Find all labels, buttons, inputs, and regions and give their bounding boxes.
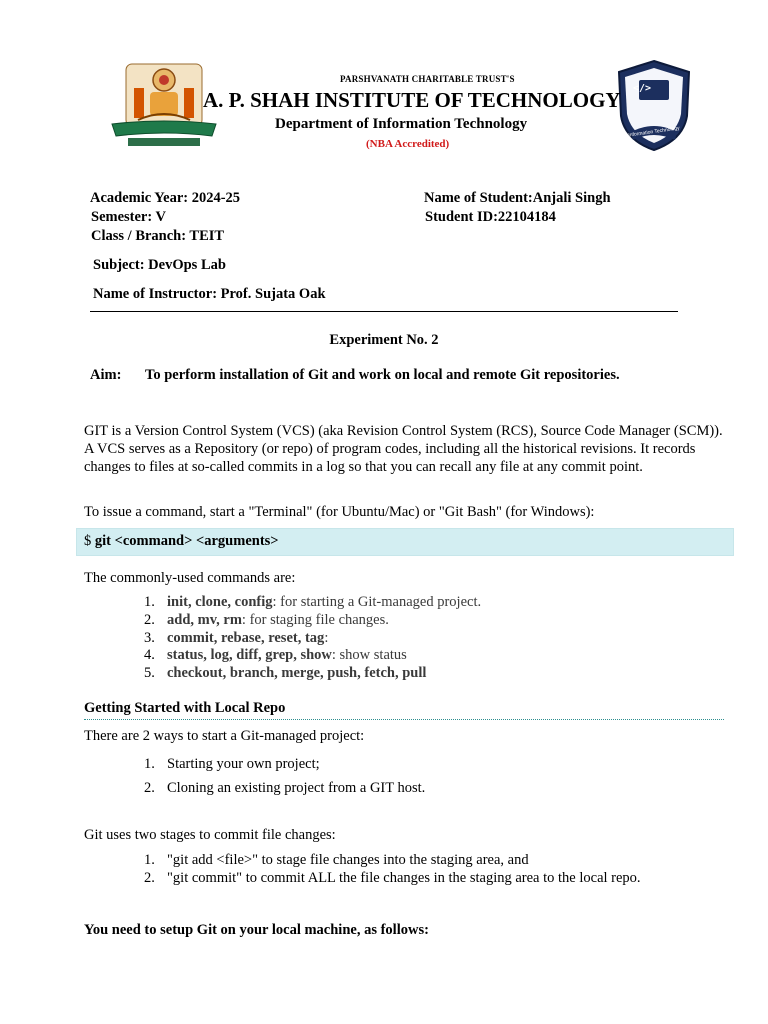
command-prompt: $ — [84, 533, 95, 549]
academic-year: Academic Year: 2024-25 — [90, 190, 241, 206]
subject: Subject: DevOps Lab — [93, 257, 226, 273]
local-repo-list — [144, 752, 425, 800]
list-item: 3. commit, rebase, reset, tag: — [144, 629, 329, 646]
department-logo-text: Information Technology — [628, 125, 680, 139]
class-branch: Class / Branch: TEIT — [91, 228, 225, 244]
terminal-note: To issue a command, start a "Terminal" (for Ubuntu/Mac) or "Git Bash" (for Windows): — [84, 504, 595, 520]
local-repo-intro: There are 2 ways to start a Git-managed project: — [84, 728, 365, 744]
list-item: 1. Starting your own project; — [144, 756, 320, 772]
commands-intro: The commonly-used commands are: — [84, 570, 296, 586]
aim-text: To perform installation of Git and work on local and remote Git repositories. — [145, 367, 620, 383]
accreditation-badge: (NBA Accredited) — [366, 138, 450, 150]
list-item: 2. "git commit" to commit ALL the file changes in the staging area to the local repo. — [144, 870, 641, 886]
intro-paragraph: GIT is a Version Control System (VCS) (aka Revision Control System (RCS), Source Code Manager (SCM)). A VCS serves as a Repository (or repo) of program codes, including all the historical revisions. It records changes to files at so-called commits in a log so that you can recall any file at any commit point. — [84, 423, 723, 475]
student-name: Name of Student:Anjali Singh — [424, 190, 611, 206]
list-item-commands: commit, rebase, reset, tag — [167, 629, 325, 646]
command-line — [84, 533, 279, 550]
experiment-title: Experiment No. 2 — [329, 332, 439, 348]
command-syntax: git <command> <arguments> — [94, 533, 279, 549]
stages-intro: Git uses two stages to commit file changes: — [84, 827, 336, 843]
semester: Semester: V — [91, 209, 167, 225]
list-item: 5. checkout, branch, merge, push, fetch, pull — [144, 665, 427, 682]
divider-line — [90, 311, 678, 312]
dotted-divider — [84, 719, 724, 720]
aim-label: Aim: — [90, 367, 122, 383]
list-item: 1. init, clone, config: for starting a Git-managed project. — [144, 594, 482, 610]
commands-list — [144, 594, 481, 683]
list-item: 2. add, mv, rm: for staging file changes. — [144, 611, 389, 628]
list-item-commands: add, mv, rm — [167, 611, 242, 628]
setup-note: You need to setup Git on your local machine, as follows: — [84, 922, 429, 938]
list-item: 2. Cloning an existing project from a GIT host. — [144, 780, 426, 796]
list-item-commands: init, clone, config — [167, 594, 273, 610]
student-id: Student ID:22104184 — [425, 209, 556, 225]
department-name: Department of Information Technology — [275, 116, 528, 132]
stages-list — [144, 851, 641, 887]
list-item-commands: checkout, branch, merge, push, fetch, pull — [167, 665, 427, 682]
list-item: 1. "git add <file>" to stage file changes into the staging area, and — [144, 852, 529, 868]
institute-name: A. P. SHAH INSTITUTE OF TECHNOLOGY — [203, 88, 621, 112]
list-item-commands: status, log, diff, grep, show — [167, 647, 332, 664]
section-heading: Getting Started with Local Repo — [84, 700, 286, 716]
department-logo — [613, 58, 695, 154]
list-item: 4. status, log, diff, grep, show: show status — [144, 647, 407, 664]
department-logo-symbol: </> — [632, 83, 652, 94]
instructor: Name of Instructor: Prof. Sujata Oak — [93, 286, 326, 302]
trust-name: PARSHVANATH CHARITABLE TRUST'S — [340, 74, 515, 84]
